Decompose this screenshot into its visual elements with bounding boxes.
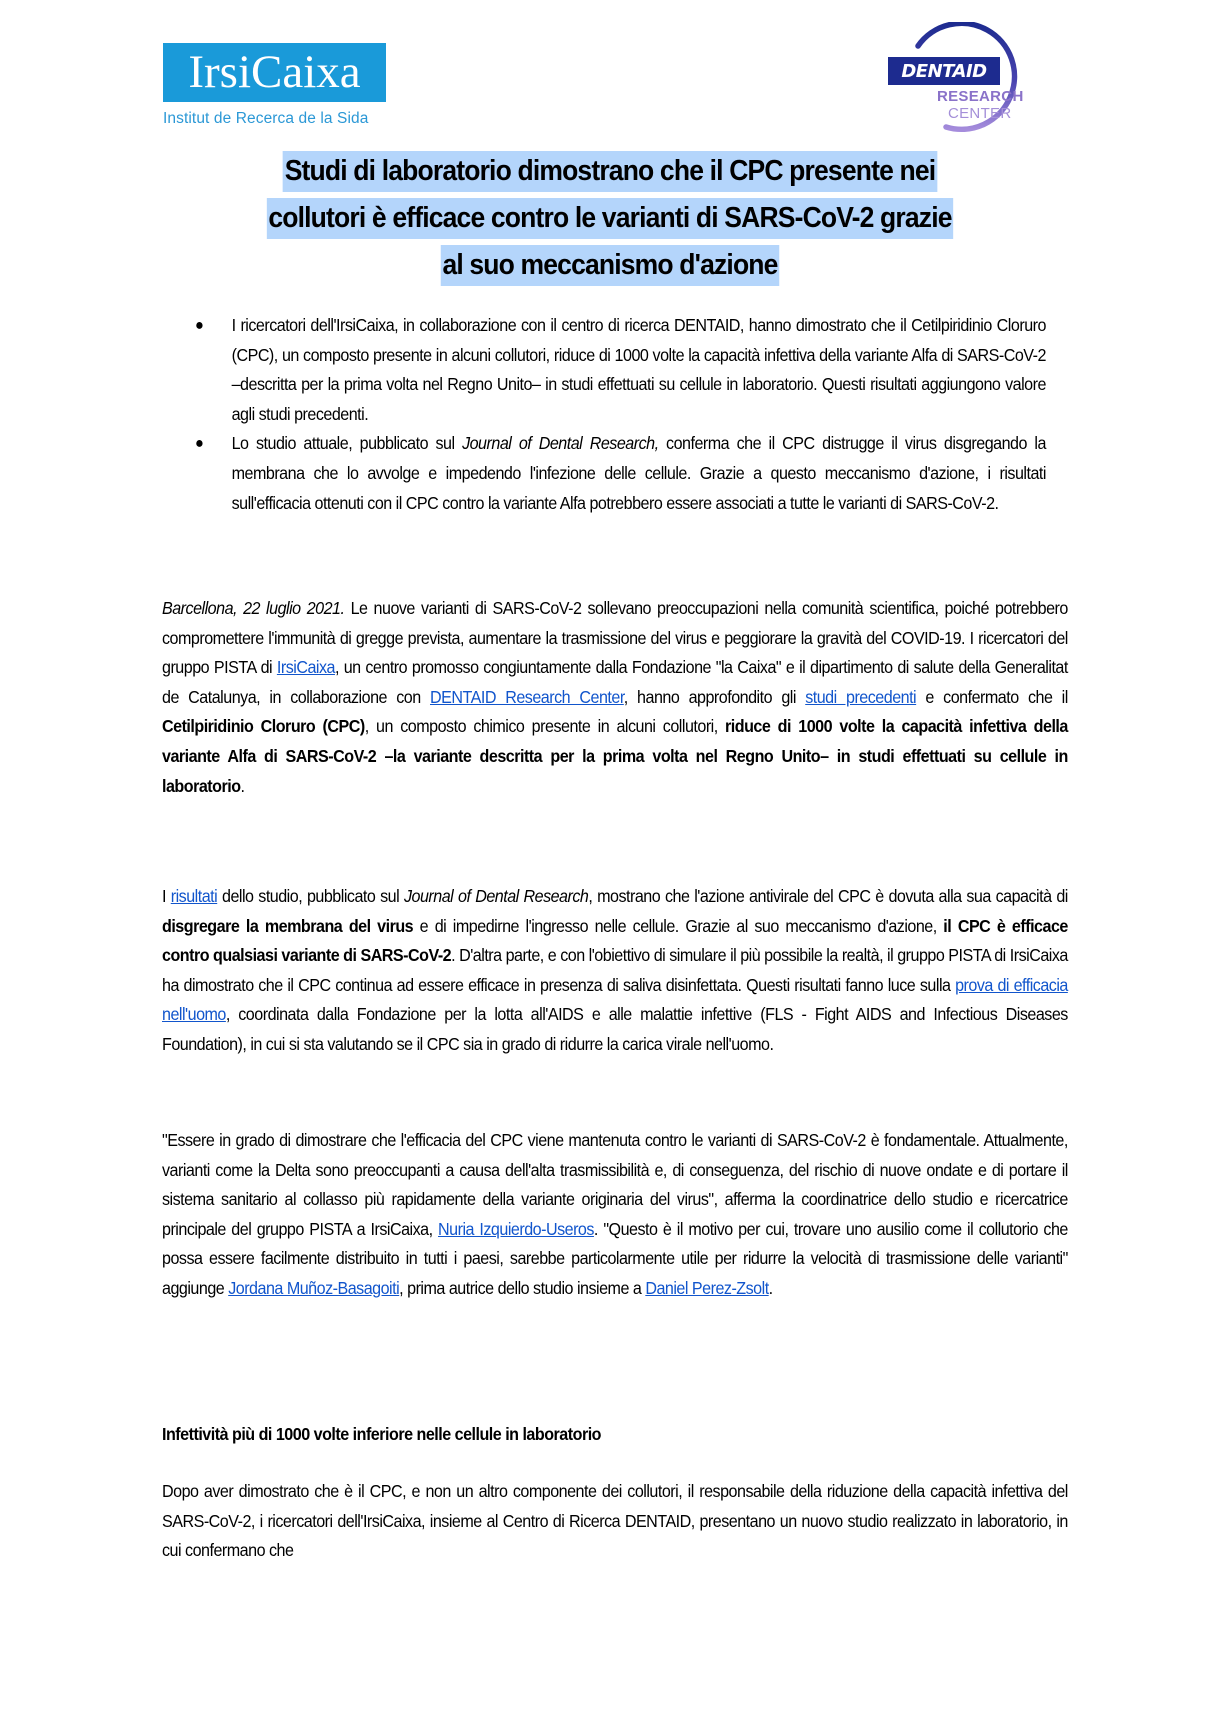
bullet-icon: ● xyxy=(195,435,204,453)
paragraph-intro xyxy=(162,594,1068,801)
irsicaixa-logo xyxy=(163,43,386,128)
link-irsicaixa[interactable]: IrsiCaixa xyxy=(276,657,335,678)
bold-effective: il CPC è efficace contro qualsiasi variante di SARS-CoV-2 xyxy=(162,915,1068,966)
text-run: , mostrano che l'azione antivirale del CPC è dovuta alla sua capacità di xyxy=(588,886,1068,906)
bold-result: riduce di 1000 volte la capacità infettiva della variante Alfa di SARS-CoV-2 –la variante descritta per la prima volta nel Regno Unito– in studi effettuati su cellule in laboratorio xyxy=(162,716,1068,796)
page-title xyxy=(182,148,1038,289)
dentaid-logo-box xyxy=(888,57,1000,85)
text-run: , un centro promosso congiuntamente dalla Fondazione "la Caixa" e il dipartimento di salute della Generalitat de Catalunya, in collaborazione con xyxy=(162,657,1068,707)
text-run: dello studio, pubblicato sul xyxy=(217,886,404,906)
text-run: Le nuove varianti di SARS-CoV-2 sollevano preoccupazioni nella comunità scientifica, poiché potrebbero compromettere l'immunità di gregge prevista, aumentare la trasmissione del virus e peggiorare la gravità del COVID-19. I ricercatori del gruppo PISTA di xyxy=(162,598,1068,678)
link-daniel-perez-zsolt[interactable]: Daniel Perez-Zsolt xyxy=(645,1277,769,1298)
journal-name: Journal of Dental Research xyxy=(403,886,589,906)
paragraph-study: Dopo aver dimostrato che è il CPC, e non un altro componente dei collutori, il responsabile della riduzione della capacità infettiva del SARS-CoV-2, i ricercatori dell'IrsiCaixa, insieme al Centro di Ricerca DENTAID, presentano un nuovo studio realizzato in laboratorio, in cui confermano che xyxy=(162,1481,1068,1561)
text-run: e di impedirne l'ingresso nelle cellule. Grazie al suo meccanismo d'azione, xyxy=(413,915,944,936)
section-heading: Infettività più di 1000 volte inferiore nelle cellule in laboratorio xyxy=(162,1424,602,1444)
irsicaixa-logo-wordmark: IrsiCaixa xyxy=(188,46,361,98)
irsicaixa-logo-box xyxy=(163,43,386,102)
link-studi-precedenti[interactable]: studi precedenti xyxy=(805,686,917,707)
link-risultati[interactable]: risultati xyxy=(170,886,218,906)
text-run: . xyxy=(768,1277,773,1298)
link-prova-efficacia[interactable]: prova di efficacia nell'uomo xyxy=(162,974,1068,1025)
paragraph-quotes xyxy=(162,1126,1068,1304)
bullet-text-pre: Lo studio attuale, pubblicato sul xyxy=(231,433,463,454)
bullet-text: I ricercatori dell'IrsiCaixa, in collaborazione con il centro di ricerca DENTAID, hanno dimostrato che il Cetilpiridinio Cloruro (CPC), un composto presente in alcuni collutori, riduce di 1000 volte la capacità infettiva della variante Alfa di SARS-CoV-2 –descritta per la prima volta nel Regno Unito– in studi effettuati su cellule in laboratorio. Questi risultati aggiungono valore agli studi precedenti. xyxy=(231,315,1046,424)
journal-name: Journal of Dental Research, xyxy=(462,433,659,454)
summary-bullet xyxy=(195,311,1046,429)
irsicaixa-logo-subtitle: Institut de Recerca de la Sida xyxy=(163,110,369,127)
text-run: , coordinata dalla Fondazione per la lotta all'AIDS e alle malattie infettive (FLS - Fight AIDS and Infectious Diseases Foundation), in cui si sta valutando se il CPC sia in grado di ridurre la carica virale nell'uomo. xyxy=(162,1004,1068,1054)
bullet-text-post: conferma che il CPC distrugge il virus disgregando la membrana che lo avvolge e impedendo l'infezione delle cellule. Grazie a questo meccanismo d'azione, i risultati sull'efficacia ottenuti con il CPC contro la variante Alfa potrebbero essere associati a tutte le varianti di SARS-CoV-2. xyxy=(231,433,1046,513)
dateline: Barcellona, 22 luglio 2021. xyxy=(162,598,345,618)
link-dentaid-research-center[interactable]: DENTAID Research Center xyxy=(429,686,624,707)
dentaid-logo-wordmark: DENTAID xyxy=(901,60,987,82)
text-run: , hanno approfondito gli xyxy=(623,686,806,707)
bold-cpc: Cetilpiridinio Cloruro (CPC) xyxy=(162,716,365,737)
text-run: I xyxy=(162,886,171,906)
text-run: , prima autrice dello studio insieme a xyxy=(399,1277,646,1298)
title-line-1: Studi di laboratorio dimostrano che il CPC presente nei xyxy=(283,151,937,192)
title-line-3: al suo meccanismo d'azione xyxy=(441,245,780,286)
link-nuria-izquierdo-useros[interactable]: Nuria Izquierdo-Useros xyxy=(438,1218,594,1239)
summary-bullets xyxy=(195,311,1046,518)
summary-bullet xyxy=(195,429,1046,518)
title-line-2: collutori è efficace contro le varianti di SARS-CoV-2 grazie xyxy=(266,198,953,239)
text-run: , un composto chimico presente in alcuni collutori, xyxy=(364,716,726,737)
text-run: "Essere in grado di dimostrare che l'efficacia del CPC viene mantenuta contro le varianti di SARS-CoV-2 è fondamentale. Attualmente, varianti come la Delta sono preoccupanti a causa dell'alta trasmissibilità e, di conseguenza, del rischio di nuove ondate e di portare il sistema sanitario al collasso più rapidamente della variante originaria del virus", afferma la coordinatrice dello studio e ricercatrice principale del gruppo PISTA a IrsiCaixa, xyxy=(162,1130,1068,1239)
bullet-icon: ● xyxy=(195,317,204,334)
bold-membrane: disgregare la membrana del virus xyxy=(162,915,414,936)
text-run: . xyxy=(240,775,245,796)
link-jordana-munoz-basagoiti[interactable]: Jordana Muñoz-Basagoiti xyxy=(228,1277,400,1298)
dentaid-logo-research: RESEARCH xyxy=(937,88,1024,105)
text-run: . D'altra parte, e con l'obiettivo di simulare il più possibile la realtà, il gruppo PISTA di IrsiCaixa ha dimostrato che il CPC continua ad essere efficace in presenza di saliva disinfettata. Questi risultati fanno luce sulla xyxy=(162,945,1068,995)
dentaid-logo xyxy=(880,22,1050,142)
text-run: . "Questo è il motivo per cui, trovare uno ausilio come il collutorio che possa essere facilmente distribuito in tutti i paesi, sarebbe particolarmente utile per ridurre la velocità di trasmissione delle varianti" aggiunge xyxy=(162,1218,1068,1298)
text-run: e confermato che il xyxy=(916,686,1068,707)
paragraph-results xyxy=(162,882,1068,1060)
dentaid-logo-center: CENTER xyxy=(948,105,1012,122)
